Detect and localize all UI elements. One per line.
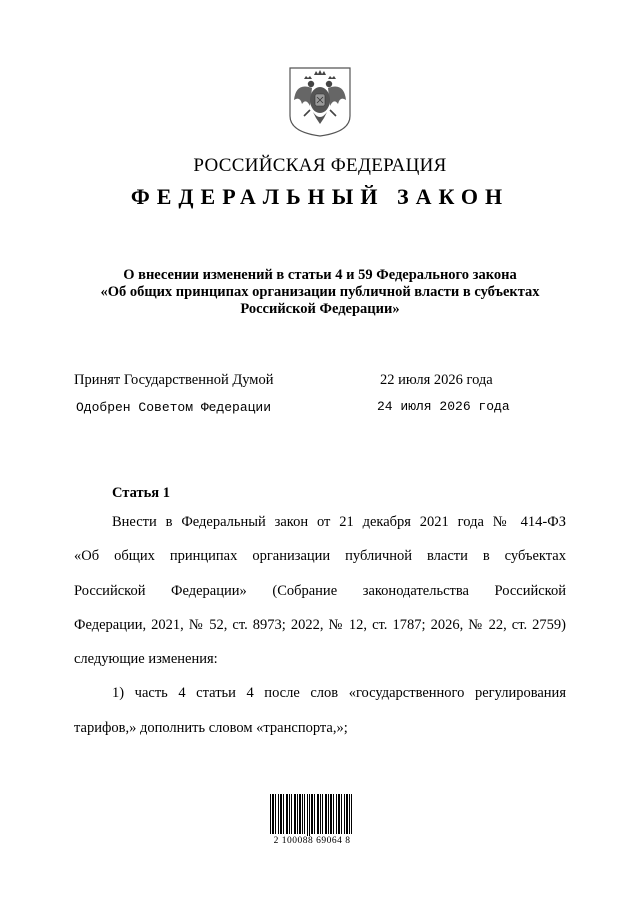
paragraph-line: следующие изменения:: [74, 651, 218, 668]
paragraph-line: 1) часть 4 статьи 4 после слов «государственного регулирования: [112, 685, 566, 702]
coat-of-arms-emblem: [288, 66, 352, 138]
duma-adoption-date: 22 июля 2026 года: [380, 372, 493, 388]
law-title-line: «Об общих принципах организации публичной власти в субъектах: [100, 284, 540, 300]
council-approval-label: Одобрен Советом Федерации: [76, 400, 272, 415]
barcode-number: 2 100088 69064 8: [273, 836, 351, 846]
council-approval-date: 24 июля 2026 года: [377, 399, 510, 414]
paragraph-line: «Об общих принципах организации публичной власти в субъектах: [74, 548, 566, 565]
paragraph-line: Внести в Федеральный закон от 21 декабря 2021 года № 414-ФЗ: [112, 514, 566, 530]
paragraph-line: тарифов,» дополнить словом «транспорта,»;: [74, 719, 348, 736]
law-type-heading: ФЕДЕРАЛЬНЫЙ ЗАКОН: [130, 184, 510, 209]
law-title-line: Российской Федерации»: [240, 301, 400, 317]
paragraph-line: Российской Федерации» (Собрание законодательства Российской: [74, 582, 566, 599]
law-title-line: О внесении изменений в статьи 4 и 59 Федерального закона: [123, 267, 517, 283]
paragraph-line: Федерации, 2021, № 52, ст. 8973; 2022, № 12, ст. 1787; 2026, № 22, ст. 2759): [74, 616, 566, 633]
country-name: РОССИЙСКАЯ ФЕДЕРАЦИЯ: [193, 155, 447, 176]
duma-adoption-label: Принят Государственной Думой: [74, 372, 274, 388]
article-heading: Статья 1: [112, 485, 170, 501]
article-paragraph: [74, 505, 566, 745]
law-title: [70, 267, 570, 318]
